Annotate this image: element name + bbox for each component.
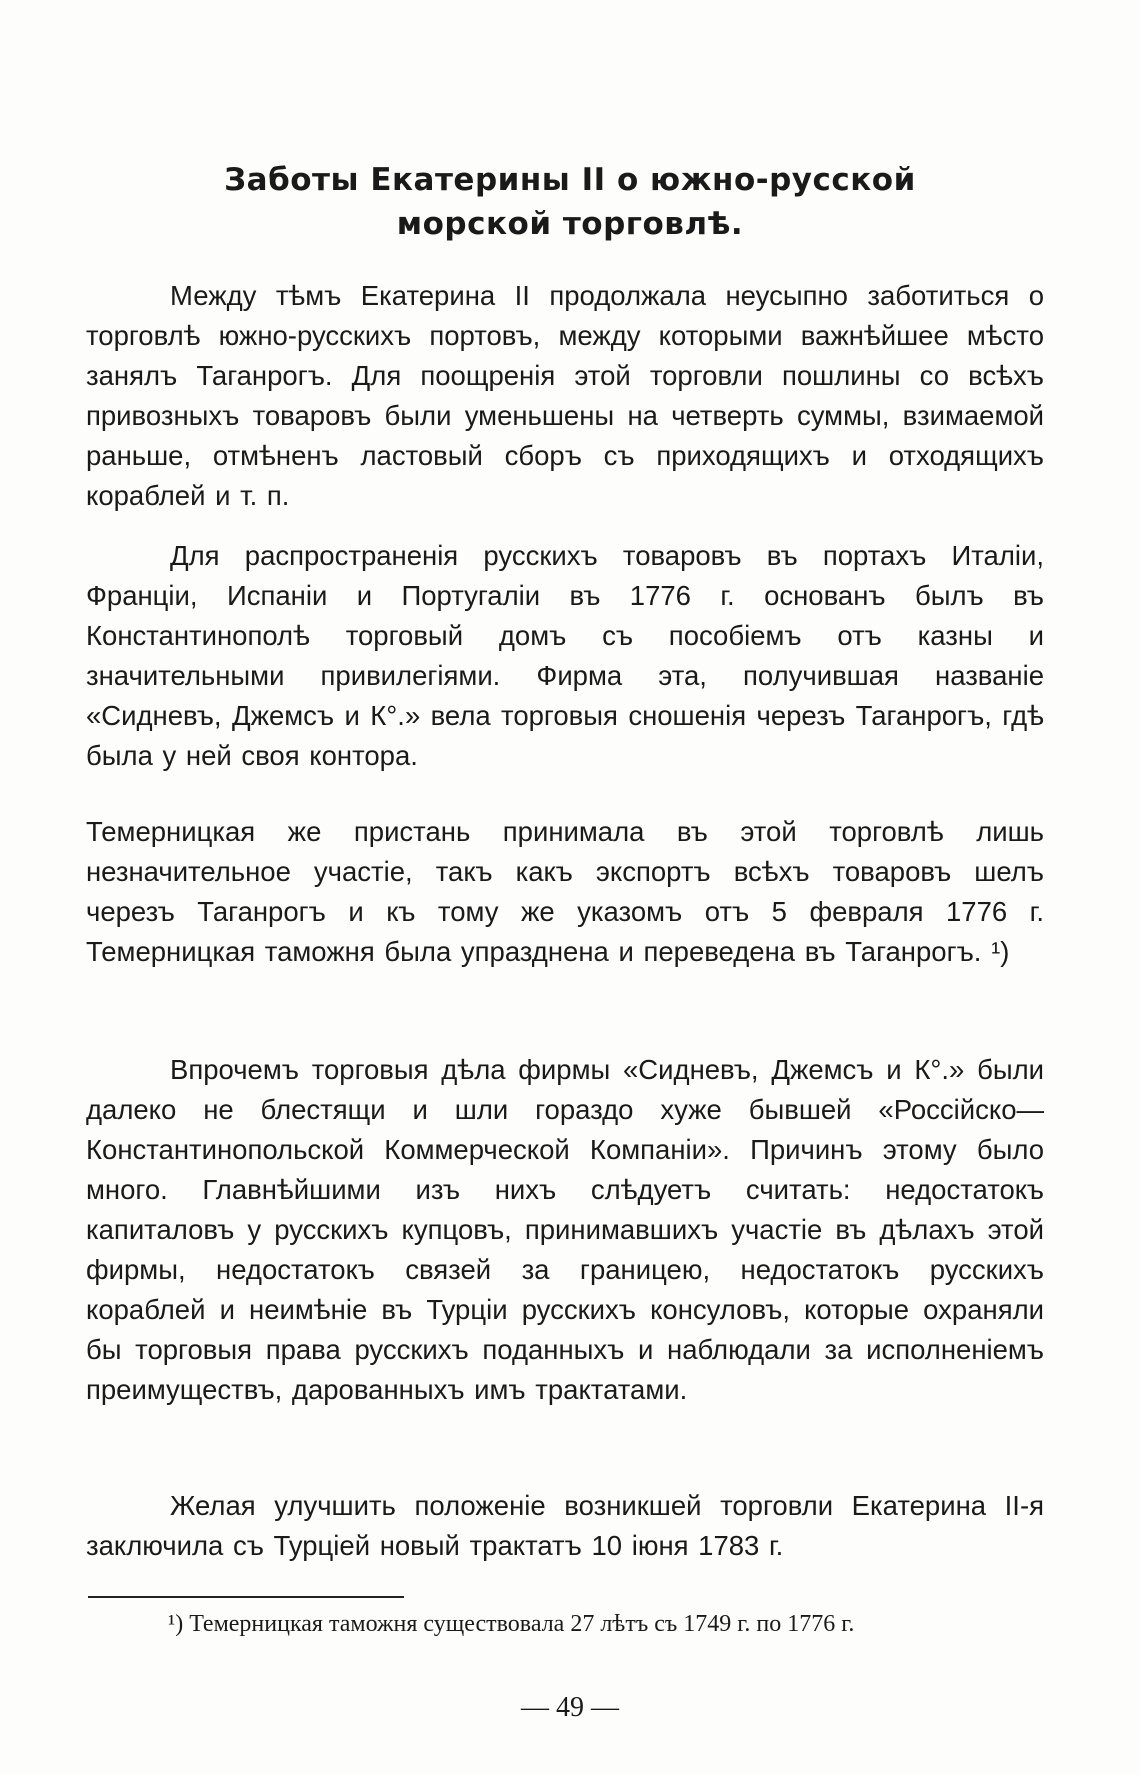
chapter-title: Заботы Екатерины II о южно-русской морской торговлѣ. — [224, 162, 916, 242]
paragraph-2: Для распространенія русскихъ товаровъ въ портахъ Италіи, Франціи, Испаніи и Португаліи въ 1776 г. основанъ былъ въ Константинополѣ торговый домъ съ пособіемъ отъ казны и значительными привилегіями. Фирма эта, получившая названіе «Сидневъ, Джемсъ и К°.» вела торговыя сношенія черезъ Таганрогъ, гдѣ была у ней своя контора. — [86, 540, 1044, 771]
paragraph-5: Желая улучшить положеніе возникшей торговли Екатерина II-я заключила съ Турціей новый трактатъ 10 іюня 1783 г. — [86, 1490, 1044, 1561]
paragraph-4: Впрочемъ торговыя дѣла фирмы «Сидневъ, Джемсъ и К°.» были далеко не блестящи и шли гораздо хуже бывшей «Россійско—Константинопольской Коммерческой Компаніи». Причинъ этому было много. Главнѣйшими изъ нихъ слѣдуетъ считать: недостатокъ капиталовъ у русскихъ купцовъ, принимавшихъ участіе въ дѣлахъ этой фирмы, недостатокъ связей за границею, недостатокъ русскихъ кораблей и неимѣніе въ Турціи русскихъ консуловъ, которые охраняли бы торговыя права русскихъ поданныхъ и наблюдали за исполненіемъ преимуществъ, дарованныхъ имъ трактатами. — [86, 1054, 1044, 1405]
footnote-divider — [88, 1596, 404, 1598]
paragraph-3: Темерницкая же пристань принимала въ этой торговлѣ лишь незначительное участіе, такъ какъ экспортъ всѣхъ товаровъ шелъ черезъ Таганрогъ и къ тому же указомъ отъ 5 февраля 1776 г. Темерницкая таможня была упразднена и переведена въ Таганрогъ. ¹) — [86, 816, 1044, 967]
footnote: ¹) Темерницкая таможня существовала 27 лѣтъ съ 1749 г. по 1776 г. — [168, 1611, 855, 1637]
page-number: — 49 — — [521, 1692, 619, 1723]
paragraph-1: Между тѣмъ Екатерина II продолжала неусыпно заботиться о торговлѣ южно-русскихъ портовъ, между которыми важнѣйшее мѣсто занялъ Таганрогъ. Для поощренія этой торговли пошлины со всѣхъ привозныхъ товаровъ были уменьшены на четверть суммы, взимаемой раньше, отмѣненъ ластовый сборъ съ приходящихъ и отходящихъ кораблей и т. п. — [86, 280, 1044, 511]
